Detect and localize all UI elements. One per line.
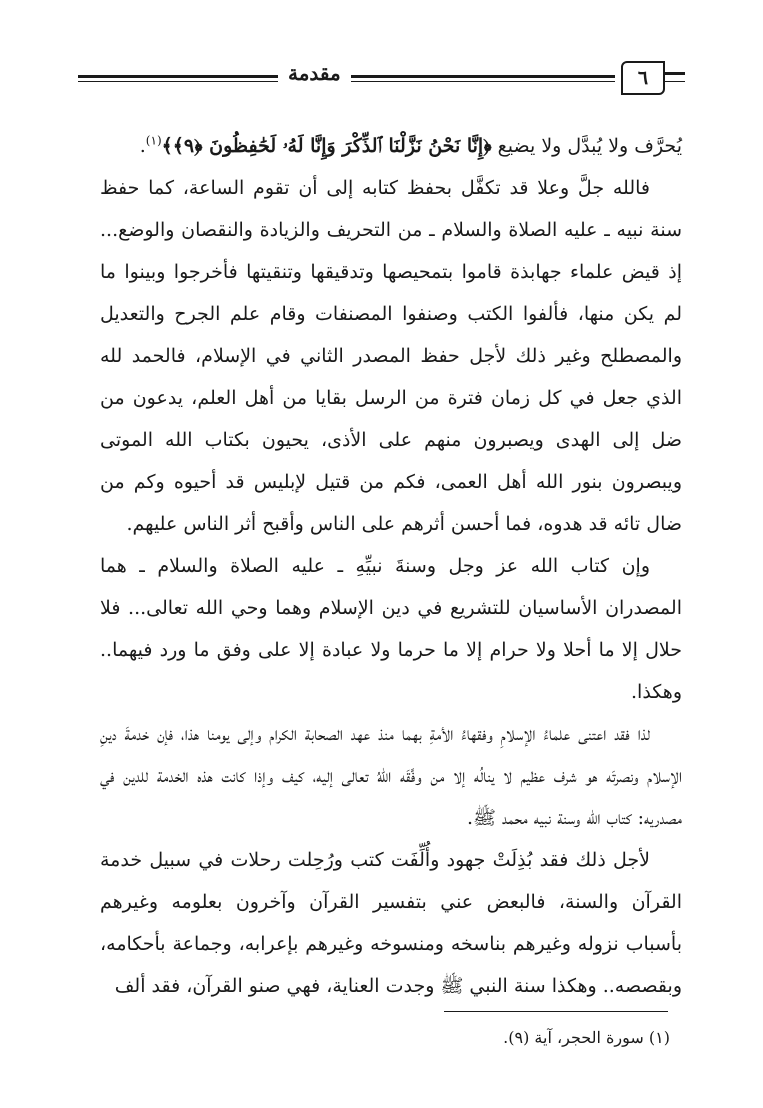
- paragraph-4: لذا فقد اعتنى علماءُ الإسلامِ وفقهاءُ الأمةِ بهما منذ عهد الصحابة الكرام وإلى يومنا هذا، فإن خدمةَ دينِ الإسلام ونصرتَه هو شرف عظيم لا ينالُه إلا من وفَّقَه اللهُ تعالى إليه، كيف وإذا كانت هذه الخدمة للدين في مصدريه: كتاب الله وسنة نبيه محمد ﷺ.: [100, 723, 682, 829]
- paragraph-3: وإن كتاب الله عز وجل وسنةَ نبيِّهِ ـ عليه الصلاة والسلام ـ هما المصدران الأساسيان للتشريع في دين الإسلام وهما وحي الله تعالى... فلا حلال إلا ما أحلا ولا حرام إلا ما حرما ولا عبادة إلا على وفق ما ورد فيهما.. وهكذا.: [100, 555, 682, 703]
- paragraph-5: لأجل ذلك فقد بُذِلَتْ جهود وأُلِّفَت كتب ورُحِلت رحلات في سبيل خدمة القرآن والسنة، فالبعض عني بتفسير القرآن وآخرون بعلومه وغيرهم بأسباب نزوله وغيرهم بناسخه ومنسوخه وغيرهم بإعرابه، وجماعة بأحكامه، وبقصصه.. وهكذا سنة النبي ﷺ وجدت العناية، فهي صنو القرآن، فقد ألف: [100, 849, 682, 997]
- footnote: (١) سورة الحجر، آية (٩).: [503, 1028, 670, 1047]
- footnote-rule: [444, 1011, 668, 1012]
- page-number: ٦: [621, 61, 665, 95]
- page-header: [78, 58, 685, 96]
- footnote-reference: (١): [145, 133, 162, 148]
- paragraph-1: [100, 125, 682, 167]
- paragraph-1-end: .: [139, 135, 146, 157]
- running-title: مقدمة: [278, 58, 351, 88]
- page-body: [100, 125, 682, 1007]
- paragraph-1-text: يُحرَّف ولا يُبدَّل ولا يضيع: [491, 135, 682, 157]
- page-number-rule: [663, 72, 685, 82]
- paragraph-2: فالله جلَّ وعلا قد تكفَّل بحفظ كتابه إلى أن تقوم الساعة، كما حفظ سنة نبيه ـ عليه الصلاة والسلام ـ من التحريف والزيادة والنقصان والوضع... إذ قيض علماء جهابذة قاموا بتمحيصها وتدقيقها وتنقيتها فأخرجوا وبينوا ما لم يكن منها، فألفوا الكتب وصنفوا المصنفات وقام علم الجرح والتعديل والمصطلح وغير ذلك لأجل حفظ المصدر الثاني في الإسلام، فالحمد لله الذي جعل في كل زمان فترة من الرسل بقايا من أهل العلم، يدعون من ضل إلى الهدى ويصبرون منهم على الأذى، يحيون بكتاب الله الموتى ويبصرون بنور الله أهل العمى، فكم من قتيل لإبليس قد أحيوه وكم من ضال تائه قد هدوه، فما أحسن أثرهم على الناس وأقبح أثر الناس عليهم.: [100, 177, 682, 535]
- quran-verse: ﴿إِنَّا نَحْنُ نَزَّلْنَا ٱلذِّكْرَ وَإِنَّا لَهُۥ لَحَٰفِظُونَ ﴿٩﴾﴾: [161, 135, 492, 157]
